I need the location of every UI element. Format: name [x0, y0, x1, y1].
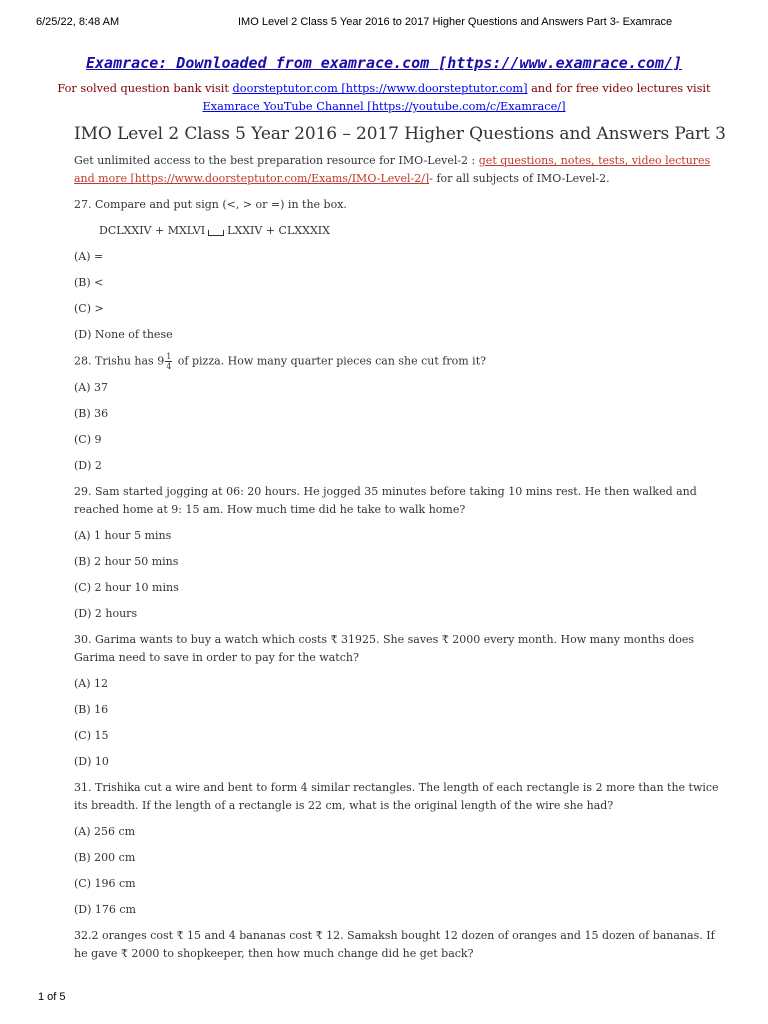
fraction-numerator: 1 — [166, 352, 172, 361]
intro-text-2: - for all subjects of IMO-Level-2. — [429, 172, 610, 185]
promo-text — [40, 80, 728, 116]
q27-option-a: (A) = — [74, 250, 104, 263]
q29-line-1: 29. Sam started jogging at 06: 20 hours. He jogged 35 minutes before taking 10 mins rest. He then walked and — [74, 485, 697, 498]
question-28 — [74, 352, 734, 371]
q32-line-2: he gave ₹ 2000 to shopkeeper, then how much change did he get back? — [74, 947, 474, 960]
fraction-denominator: 4 — [166, 362, 172, 371]
page-counter: 1 of 5 — [38, 991, 66, 1003]
q31-line-1: 31. Trishika cut a wire and bent to form 4 similar rectangles. The length of each rectangle is 2 more than the twice — [74, 781, 719, 794]
q28-option-b: (B) 36 — [74, 407, 109, 420]
promo-text-1: For solved question bank visit — [57, 82, 233, 95]
q29-option-b: (B) 2 hour 50 mins — [74, 555, 179, 568]
q28-text-a: 28. Trishu has 9 — [74, 354, 165, 368]
q30-line-1: 30. Garima wants to buy a watch which costs ₹ 31925. She saves ₹ 2000 every month. How many months does — [74, 633, 695, 646]
question-32 — [74, 927, 734, 963]
q28-option-a: (A) 37 — [74, 381, 109, 394]
document-title: IMO Level 2 Class 5 Year 2016 – 2017 Higher Questions and Answers Part 3 — [74, 124, 726, 144]
examrace-banner-link[interactable]: Examrace: Downloaded from examrace.com [https://www.examrace.com/] — [85, 54, 683, 72]
exam-resource-link-a[interactable]: get questions, notes, tests, video lectures — [478, 154, 711, 167]
question-29 — [74, 483, 734, 519]
q29-option-c: (C) 2 hour 10 mins — [74, 581, 179, 594]
youtube-channel-link[interactable]: Examrace YouTube Channel [https://youtube.com/c/Examrace/] — [202, 100, 566, 113]
exam-resource-link-b[interactable]: and more [https://www.doorsteptutor.com/Exams/IMO-Level-2/] — [74, 172, 430, 185]
q27-right-expr: LXXIV + CLXXXIX — [227, 224, 330, 237]
doorsteptutor-link[interactable]: doorsteptutor.com [https://www.doorsteptutor.com] — [232, 82, 528, 95]
q31-option-d: (D) 176 cm — [74, 903, 136, 916]
q30-option-d: (D) 10 — [74, 755, 109, 768]
q29-option-d: (D) 2 hours — [74, 607, 138, 620]
q27-left-expr: DCLXXIV + MXLVI — [99, 224, 206, 237]
document-content — [74, 124, 734, 963]
q27-expression — [74, 222, 734, 240]
question-31 — [74, 779, 734, 815]
intro-paragraph — [74, 152, 734, 188]
q27-option-d: (D) None of these — [74, 328, 173, 341]
q28-option-c: (C) 9 — [74, 433, 102, 446]
q28-option-d: (D) 2 — [74, 459, 102, 472]
q29-option-a: (A) 1 hour 5 mins — [74, 529, 172, 542]
q30-option-b: (B) 16 — [74, 703, 109, 716]
print-header — [0, 16, 768, 32]
promo-text-2: and for free video lectures visit — [527, 82, 711, 95]
q29-line-2: reached home at 9: 15 am. How much time did he take to walk home? — [74, 503, 466, 516]
q31-line-2: its breadth. If the length of a rectangle is 22 cm, what is the original length of the wire she had? — [74, 799, 614, 812]
intro-text-1: Get unlimited access to the best preparation resource for IMO-Level-2 : — [74, 154, 479, 167]
print-date: 6/25/22, 8:48 AM — [36, 16, 120, 28]
q31-option-b: (B) 200 cm — [74, 851, 136, 864]
q32-line-1: 32.2 oranges cost ₹ 15 and 4 bananas cost ₹ 12. Samaksh bought 12 dozen of oranges and 15 dozen of bananas. If — [74, 929, 715, 942]
q30-option-a: (A) 12 — [74, 677, 109, 690]
q28-text-b: of pizza. How many quarter pieces can she cut from it? — [174, 354, 487, 368]
print-page-title: IMO Level 2 Class 5 Year 2016 to 2017 Higher Questions and Answers Part 3- Examrace — [238, 16, 673, 28]
q27-option-b: (B) < — [74, 276, 104, 289]
q31-option-c: (C) 196 cm — [74, 877, 136, 890]
question-27: 27. Compare and put sign (<, > or =) in the box. — [74, 198, 347, 211]
q30-option-c: (C) 15 — [74, 729, 109, 742]
q27-option-c: (C) > — [74, 302, 104, 315]
q30-line-2: Garima need to save in order to pay for the watch? — [74, 651, 359, 664]
question-30 — [74, 631, 734, 667]
compare-box — [208, 230, 224, 236]
q31-option-a: (A) 256 cm — [74, 825, 136, 838]
fraction-quarter — [165, 352, 172, 371]
